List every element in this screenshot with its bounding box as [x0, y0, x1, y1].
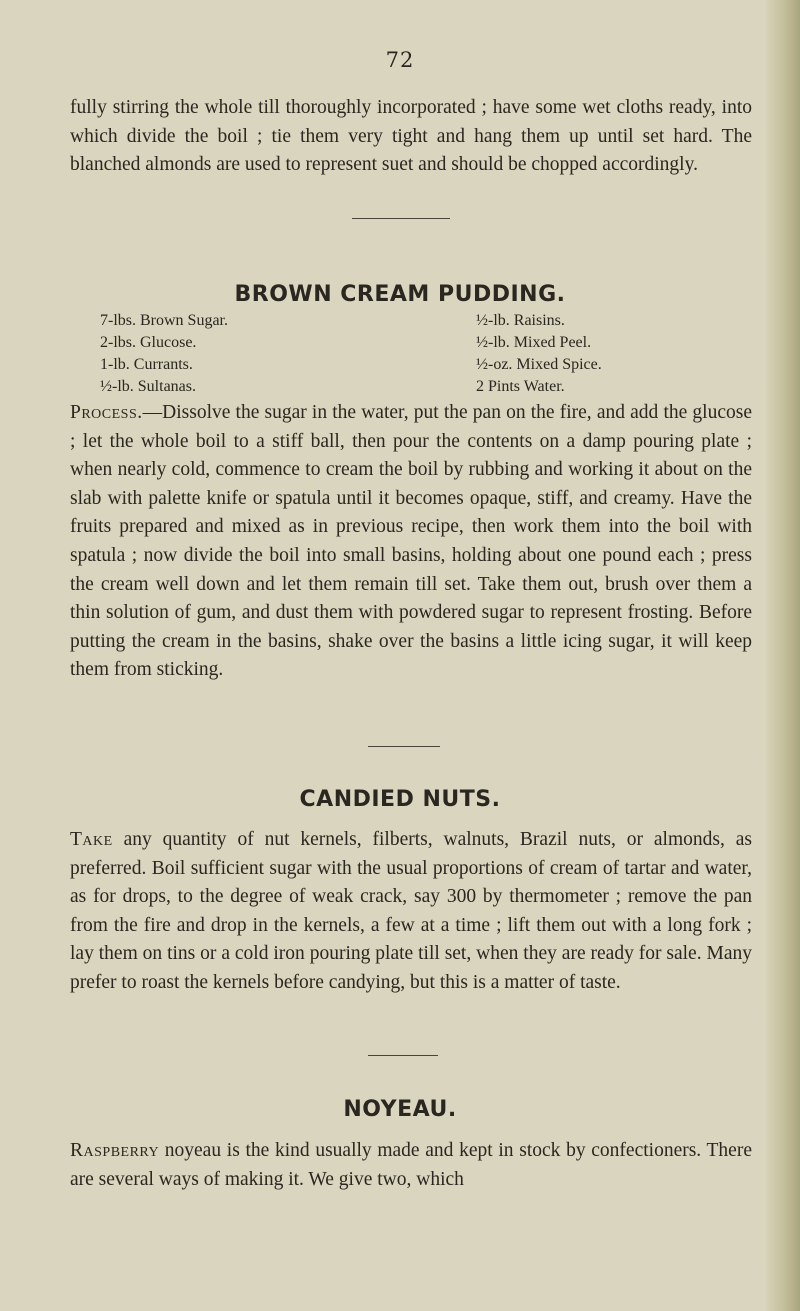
brown-cream-pudding-title: BROWN CREAM PUDDING.	[234, 282, 566, 307]
noyeau-text: noyeau is the kind usually made and kept in stock by confectioners. There are several ways of making it. We give two, which	[70, 1140, 752, 1190]
process-text: —Dissolve the sugar in the water, put the pan on the fire, and add the glucose ; let the whole boil to a stiff ball, then pour the contents on a damp pouring plate ; when nearly cold, commence to cream the boil by rubbing and working it about on the slab with palette knife or spatula until it becomes opaque, stiff, and creamy. Have the fruits prepared and mixed as in previous recipe, then work them into the boil with spatula ; now divide the boil into small basins, holding about one pound each ; press the cream well down and let them remain till set. Take them out, brush over them a thin solution of gum, and dust them with powdered sugar to represent frosting. Before putting the cream in the basins, shake over the basins a little icing sugar, it will keep them from sticking.	[70, 402, 752, 681]
section-divider	[368, 1055, 438, 1056]
ingredients-left-column	[100, 310, 228, 398]
noyeau-lead: Raspberry	[70, 1140, 160, 1161]
candied-nuts-paragraph	[70, 826, 752, 998]
process-paragraph	[70, 399, 752, 685]
intro-paragraph: fully stirring the whole till thoroughly incorporated ; have some wet cloths ready, into which divide the boil ; tie them very tight and hang them up until set hard. The blanched almonds are used to represent suet and should be chopped accordingly.	[70, 97, 752, 176]
section-divider	[368, 746, 440, 747]
ingredient-item: 1-lb. Currants.	[100, 356, 193, 373]
noyeau-title: NOYEAU.	[343, 1097, 457, 1122]
ingredient-item: 2 Pints Water.	[476, 378, 565, 395]
page-number: 72	[385, 48, 415, 72]
ingredient-item: ½-oz. Mixed Spice.	[476, 356, 602, 373]
ingredient-item: ½-lb. Mixed Peel.	[476, 334, 592, 351]
ingredient-item: 2-lbs. Glucose.	[100, 334, 197, 351]
noyeau-paragraph	[70, 1137, 752, 1194]
process-lead: Process.	[70, 402, 143, 423]
candied-nuts-text: any quantity of nut kernels, filberts, walnuts, Brazil nuts, or almonds, as preferred. Boil sufficient sugar with the usual proportions of cream of tartar and water, as for drops, to the degree of weak crack, say 300 by thermometer ; remove the pan from the fire and drop in the kernels, a few at a time ; lift them out with a long fork ; lay them on tins or a cold iron pouring plate till set, when they are ready for sale. Many prefer to roast the kernels before candying, but this is a matter of taste.	[70, 829, 752, 993]
candied-nuts-lead: Take	[70, 829, 113, 850]
ingredients-right-column	[476, 310, 602, 398]
ingredient-item: ½-lb. Sultanas.	[100, 378, 196, 395]
ingredient-item: 7-lbs. Brown Sugar.	[100, 312, 228, 329]
ingredient-item: ½-lb. Raisins.	[476, 312, 565, 329]
candied-nuts-title: CANDIED NUTS.	[299, 787, 501, 812]
section-divider	[352, 218, 450, 219]
